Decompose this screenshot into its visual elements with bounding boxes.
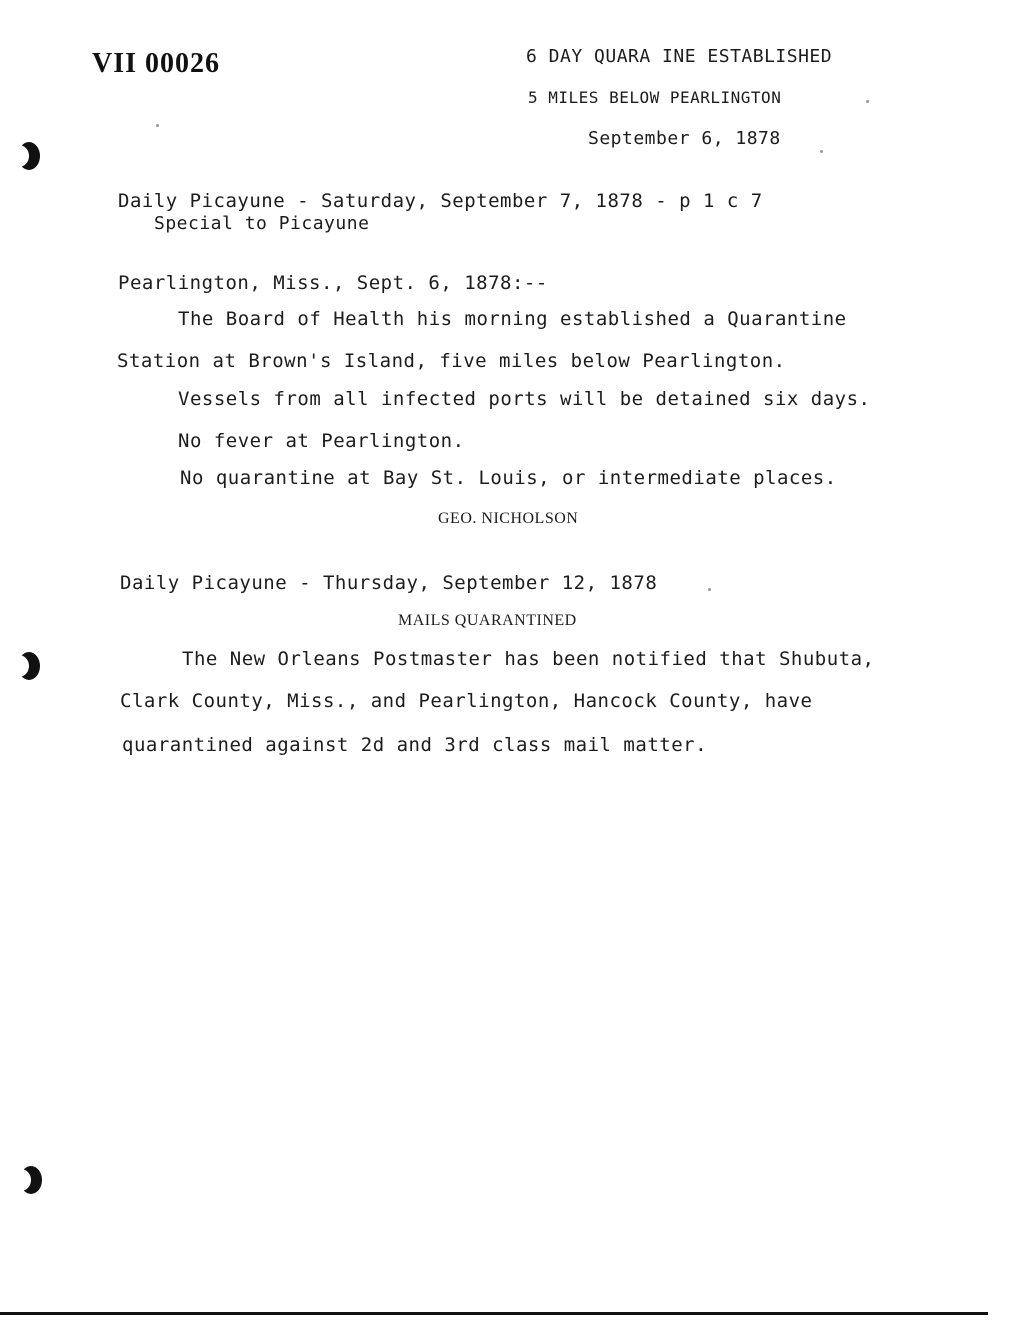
article-1-source: Daily Picayune - Saturday, September 7, 1878 - p 1 c 7 (118, 190, 763, 212)
punch-hole-middle (18, 652, 40, 680)
heading-line-1: 6 DAY QUARA INE ESTABLISHED (526, 46, 833, 67)
article-1-paragraph-2: Vessels from all infected ports will be detained six days. (178, 388, 871, 410)
scan-speck (708, 588, 711, 591)
article-2-line-2: Clark County, Miss., and Pearlington, Hancock County, have (120, 690, 813, 712)
punch-hole-top (18, 142, 40, 170)
article-2-line-3: quarantined against 2d and 3rd class mail matter. (122, 734, 708, 756)
heading-date: September 6, 1878 (588, 128, 781, 149)
article-1-paragraph-1-line-1: The Board of Health his morning established a Quarantine (178, 308, 847, 330)
article-1-paragraph-3: No fever at Pearlington. (178, 430, 465, 452)
archive-stamp: VII 00026 (92, 48, 221, 79)
article-1-subsource: Special to Picayune (154, 213, 370, 234)
article-1-dateline: Pearlington, Miss., Sept. 6, 1878:-- (118, 272, 548, 294)
article-1-paragraph-1-line-2: Station at Brown's Island, five miles below Pearlington. (117, 350, 786, 372)
article-1-signature: GEO. NICHOLSON (438, 510, 579, 527)
scan-speck (820, 150, 823, 153)
article-1-paragraph-4: No quarantine at Bay St. Louis, or intermediate places. (180, 467, 837, 489)
heading-line-2: 5 MILES BELOW PEARLINGTON (528, 88, 782, 107)
article-2-title: MAILS QUARANTINED (398, 612, 577, 629)
article-2-source: Daily Picayune - Thursday, September 12, 1878 (120, 572, 658, 594)
page-bottom-edge (0, 1312, 988, 1315)
article-2-line-1: The New Orleans Postmaster has been notified that Shubuta, (182, 648, 875, 670)
punch-hole-bottom (20, 1166, 42, 1194)
scan-speck (156, 124, 159, 127)
scan-speck (866, 100, 869, 103)
